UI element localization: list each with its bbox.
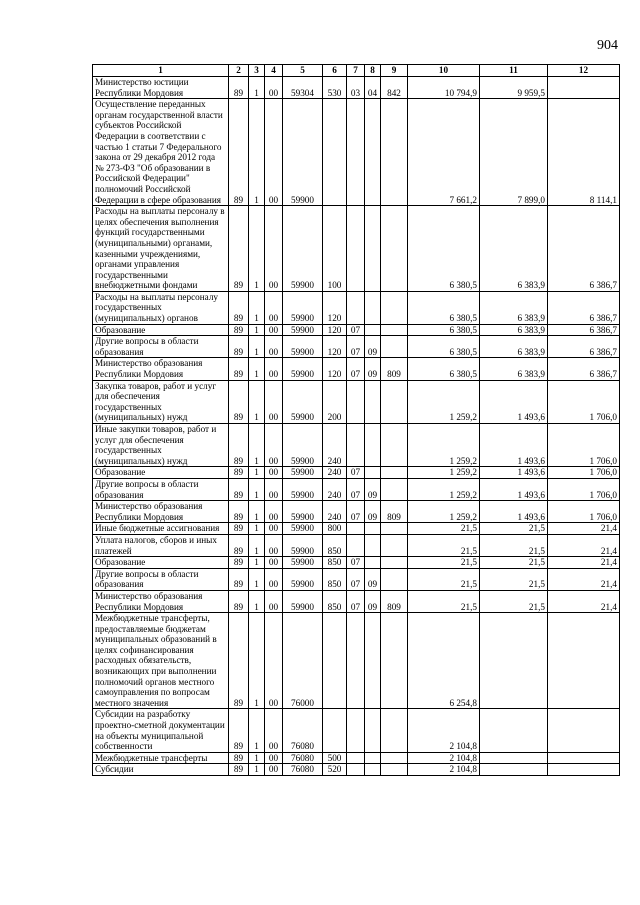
expense-type-cell [323, 613, 347, 709]
budget-table [92, 64, 620, 776]
amount-col12-cell [548, 613, 620, 709]
amount-col10-cell: 21,5 [408, 568, 480, 590]
amount-col11-cell: 6 383,9 [480, 206, 548, 292]
target-code-cell: 59304 [283, 77, 323, 99]
code-1-cell: 1 [249, 291, 265, 324]
column-number: 7 [347, 65, 365, 77]
item-name-cell: Другие вопросы в области образования [93, 336, 229, 358]
amount-col12-cell [548, 752, 620, 764]
expense-type-cell [323, 709, 347, 752]
item-name-cell: Расходы на выплаты персоналу в целях обеспечения выполнения функций государственными (муниципальными) органами, казенными учреждениями, органами управления государственными внебюджетными фондами [93, 206, 229, 292]
amount-col11-cell: 6 383,9 [480, 324, 548, 336]
code-00-cell: 00 [265, 467, 283, 479]
expense-type-cell: 120 [323, 336, 347, 358]
code-00-cell: 00 [265, 709, 283, 752]
amount-col10-cell: 7 661,2 [408, 99, 480, 206]
code-00-cell: 00 [265, 590, 283, 612]
subsection-cell: 09 [365, 336, 381, 358]
amount-col11-cell: 1 493,6 [480, 424, 548, 467]
target-code-cell: 76000 [283, 613, 323, 709]
ministry-code-cell [381, 557, 408, 569]
section-cell: 07 [347, 590, 365, 612]
table-row [93, 590, 620, 612]
amount-col11-cell: 1 493,6 [480, 380, 548, 423]
subsection-cell [365, 613, 381, 709]
amount-col12-cell: 1 706,0 [548, 380, 620, 423]
subsection-cell [365, 291, 381, 324]
table-row [93, 206, 620, 292]
code-89-cell: 89 [229, 557, 249, 569]
amount-col11-cell: 21,5 [480, 557, 548, 569]
amount-col12-cell [548, 764, 620, 776]
column-number: 11 [480, 65, 548, 77]
code-00-cell: 00 [265, 534, 283, 556]
amount-col10-cell: 6 380,5 [408, 291, 480, 324]
table-row [93, 534, 620, 556]
subsection-cell: 09 [365, 590, 381, 612]
amount-col11-cell: 1 493,6 [480, 467, 548, 479]
amount-col10-cell: 6 380,5 [408, 206, 480, 292]
target-code-cell: 76080 [283, 752, 323, 764]
code-1-cell: 1 [249, 752, 265, 764]
section-cell [347, 291, 365, 324]
table-row [93, 557, 620, 569]
expense-type-cell: 120 [323, 324, 347, 336]
code-89-cell: 89 [229, 336, 249, 358]
table-row [93, 380, 620, 423]
code-89-cell: 89 [229, 77, 249, 99]
table-row [93, 324, 620, 336]
expense-type-cell: 520 [323, 764, 347, 776]
amount-col10-cell: 10 794,9 [408, 77, 480, 99]
ministry-code-cell [381, 709, 408, 752]
section-cell: 03 [347, 77, 365, 99]
column-number: 4 [265, 65, 283, 77]
table-row [93, 709, 620, 752]
item-name-cell: Образование [93, 557, 229, 569]
expense-type-cell: 850 [323, 557, 347, 569]
subsection-cell [365, 764, 381, 776]
expense-type-cell: 100 [323, 206, 347, 292]
code-1-cell: 1 [249, 99, 265, 206]
amount-col10-cell: 2 104,8 [408, 752, 480, 764]
ministry-code-cell [381, 568, 408, 590]
target-code-cell: 59900 [283, 568, 323, 590]
section-cell [347, 424, 365, 467]
target-code-cell: 59900 [283, 467, 323, 479]
ministry-code-cell [381, 523, 408, 535]
ministry-code-cell [381, 478, 408, 500]
amount-col10-cell: 2 104,8 [408, 764, 480, 776]
table-row [93, 568, 620, 590]
amount-col10-cell: 6 380,5 [408, 358, 480, 380]
target-code-cell: 76080 [283, 709, 323, 752]
item-name-cell: Осуществление переданных органам государственной власти субъектов Российской Федерации в соответствии с частью 1 статьи 7 Федерального закона от 29 декабря 2012 года № 273-ФЗ "Об образовании в Российской Федерации" полномочий Российской Федерации в сфере образования [93, 99, 229, 206]
expense-type-cell: 500 [323, 752, 347, 764]
amount-col10-cell: 6 380,5 [408, 324, 480, 336]
amount-col11-cell: 21,5 [480, 534, 548, 556]
code-1-cell: 1 [249, 523, 265, 535]
amount-col11-cell: 21,5 [480, 568, 548, 590]
code-00-cell: 00 [265, 424, 283, 467]
code-89-cell: 89 [229, 99, 249, 206]
table-row [93, 358, 620, 380]
table-row [93, 523, 620, 535]
ministry-code-cell [381, 206, 408, 292]
item-name-cell: Закупка товаров, работ и услуг для обеспечения государственных (муниципальных) нужд [93, 380, 229, 423]
expense-type-cell: 850 [323, 590, 347, 612]
table-row [93, 424, 620, 467]
code-1-cell: 1 [249, 336, 265, 358]
code-1-cell: 1 [249, 568, 265, 590]
code-00-cell: 00 [265, 206, 283, 292]
amount-col12-cell: 21,4 [548, 534, 620, 556]
amount-col10-cell: 1 259,2 [408, 467, 480, 479]
amount-col12-cell: 1 706,0 [548, 501, 620, 523]
code-1-cell: 1 [249, 467, 265, 479]
code-89-cell: 89 [229, 534, 249, 556]
code-1-cell: 1 [249, 358, 265, 380]
target-code-cell: 59900 [283, 99, 323, 206]
code-1-cell: 1 [249, 478, 265, 500]
code-89-cell: 89 [229, 590, 249, 612]
code-89-cell: 89 [229, 478, 249, 500]
amount-col12-cell: 21,4 [548, 557, 620, 569]
ministry-code-cell [381, 291, 408, 324]
section-cell [347, 764, 365, 776]
expense-type-cell: 240 [323, 467, 347, 479]
code-1-cell: 1 [249, 501, 265, 523]
code-00-cell: 00 [265, 557, 283, 569]
header-row [93, 65, 620, 77]
target-code-cell: 59900 [283, 501, 323, 523]
column-number: 12 [548, 65, 620, 77]
section-cell [347, 206, 365, 292]
code-89-cell: 89 [229, 501, 249, 523]
column-number: 9 [381, 65, 408, 77]
subsection-cell [365, 557, 381, 569]
target-code-cell: 59900 [283, 380, 323, 423]
item-name-cell: Образование [93, 467, 229, 479]
subsection-cell [365, 424, 381, 467]
expense-type-cell: 120 [323, 291, 347, 324]
code-1-cell: 1 [249, 424, 265, 467]
table-row [93, 478, 620, 500]
amount-col12-cell: 6 386,7 [548, 336, 620, 358]
table-row [93, 99, 620, 206]
amount-col10-cell: 6 254,8 [408, 613, 480, 709]
expense-type-cell: 200 [323, 380, 347, 423]
section-cell: 07 [347, 358, 365, 380]
item-name-cell: Уплата налогов, сборов и иных платежей [93, 534, 229, 556]
code-00-cell: 00 [265, 523, 283, 535]
amount-col11-cell: 6 383,9 [480, 336, 548, 358]
code-00-cell: 00 [265, 764, 283, 776]
ministry-code-cell [381, 467, 408, 479]
amount-col10-cell: 2 104,8 [408, 709, 480, 752]
table-row [93, 752, 620, 764]
amount-col10-cell: 1 259,2 [408, 380, 480, 423]
amount-col10-cell: 21,5 [408, 557, 480, 569]
ministry-code-cell [381, 424, 408, 467]
expense-type-cell: 850 [323, 534, 347, 556]
amount-col12-cell: 6 386,7 [548, 206, 620, 292]
amount-col10-cell: 1 259,2 [408, 424, 480, 467]
code-1-cell: 1 [249, 709, 265, 752]
item-name-cell: Субсидии [93, 764, 229, 776]
amount-col11-cell [480, 709, 548, 752]
amount-col12-cell: 6 386,7 [548, 324, 620, 336]
amount-col11-cell: 9 959,5 [480, 77, 548, 99]
target-code-cell: 59900 [283, 523, 323, 535]
amount-col12-cell: 1 706,0 [548, 424, 620, 467]
code-89-cell: 89 [229, 358, 249, 380]
item-name-cell: Другие вопросы в области образования [93, 568, 229, 590]
ministry-code-cell [381, 613, 408, 709]
section-cell: 07 [347, 478, 365, 500]
code-89-cell: 89 [229, 709, 249, 752]
code-00-cell: 00 [265, 752, 283, 764]
item-name-cell: Межбюджетные трансферты [93, 752, 229, 764]
table-row [93, 613, 620, 709]
ministry-code-cell: 809 [381, 501, 408, 523]
amount-col10-cell: 1 259,2 [408, 501, 480, 523]
ministry-code-cell [381, 336, 408, 358]
ministry-code-cell [381, 380, 408, 423]
expense-type-cell: 800 [323, 523, 347, 535]
amount-col11-cell [480, 764, 548, 776]
code-1-cell: 1 [249, 77, 265, 99]
code-00-cell: 00 [265, 77, 283, 99]
expense-type-cell [323, 99, 347, 206]
code-89-cell: 89 [229, 752, 249, 764]
ministry-code-cell: 842 [381, 77, 408, 99]
target-code-cell: 59900 [283, 424, 323, 467]
item-name-cell: Межбюджетные трансферты, предоставляемые бюджетам муниципальных образований в целях софинансирования расходных обязательств, возникающих при выполнении полномочий органов местного самоуправления по вопросам местного значения [93, 613, 229, 709]
code-89-cell: 89 [229, 380, 249, 423]
subsection-cell [365, 380, 381, 423]
amount-col12-cell: 6 386,7 [548, 291, 620, 324]
table-row [93, 77, 620, 99]
item-name-cell: Министерство юстиции Республики Мордовия [93, 77, 229, 99]
subsection-cell [365, 523, 381, 535]
amount-col11-cell [480, 613, 548, 709]
amount-col10-cell: 21,5 [408, 534, 480, 556]
section-cell [347, 380, 365, 423]
amount-col10-cell: 1 259,2 [408, 478, 480, 500]
amount-col11-cell: 1 493,6 [480, 478, 548, 500]
section-cell [347, 752, 365, 764]
amount-col12-cell: 21,4 [548, 568, 620, 590]
section-cell [347, 523, 365, 535]
code-89-cell: 89 [229, 206, 249, 292]
subsection-cell [365, 467, 381, 479]
target-code-cell: 59900 [283, 336, 323, 358]
expense-type-cell: 530 [323, 77, 347, 99]
column-number: 3 [249, 65, 265, 77]
subsection-cell [365, 709, 381, 752]
code-89-cell: 89 [229, 523, 249, 535]
subsection-cell: 04 [365, 77, 381, 99]
section-cell [347, 99, 365, 206]
subsection-cell [365, 99, 381, 206]
amount-col11-cell: 21,5 [480, 523, 548, 535]
item-name-cell: Министерство образования Республики Мордовия [93, 590, 229, 612]
table-row [93, 764, 620, 776]
ministry-code-cell [381, 752, 408, 764]
item-name-cell: Субсидии на разработку проектно-сметной документации на объекты муниципальной собственности [93, 709, 229, 752]
code-89-cell: 89 [229, 324, 249, 336]
code-1-cell: 1 [249, 206, 265, 292]
amount-col12-cell: 1 706,0 [548, 478, 620, 500]
column-number: 5 [283, 65, 323, 77]
column-number: 8 [365, 65, 381, 77]
amount-col11-cell: 21,5 [480, 590, 548, 612]
section-cell: 07 [347, 557, 365, 569]
code-00-cell: 00 [265, 336, 283, 358]
subsection-cell: 09 [365, 478, 381, 500]
target-code-cell: 59900 [283, 358, 323, 380]
code-00-cell: 00 [265, 380, 283, 423]
ministry-code-cell [381, 99, 408, 206]
ministry-code-cell [381, 764, 408, 776]
amount-col10-cell: 6 380,5 [408, 336, 480, 358]
code-1-cell: 1 [249, 324, 265, 336]
amount-col11-cell: 1 493,6 [480, 501, 548, 523]
item-name-cell: Иные закупки товаров, работ и услуг для обеспечения государственных (муниципальных) нужд [93, 424, 229, 467]
amount-col11-cell: 6 383,9 [480, 358, 548, 380]
section-cell: 07 [347, 568, 365, 590]
expense-type-cell: 850 [323, 568, 347, 590]
target-code-cell: 59900 [283, 590, 323, 612]
amount-col12-cell: 1 706,0 [548, 467, 620, 479]
expense-type-cell: 240 [323, 424, 347, 467]
section-cell: 07 [347, 501, 365, 523]
amount-col12-cell: 21,4 [548, 523, 620, 535]
section-cell: 07 [347, 324, 365, 336]
page-number: 904 [597, 38, 618, 53]
item-name-cell: Другие вопросы в области образования [93, 478, 229, 500]
amount-col12-cell: 6 386,7 [548, 358, 620, 380]
amount-col12-cell [548, 77, 620, 99]
ministry-code-cell: 809 [381, 590, 408, 612]
table-row [93, 336, 620, 358]
code-1-cell: 1 [249, 380, 265, 423]
subsection-cell: 09 [365, 501, 381, 523]
amount-col10-cell: 21,5 [408, 523, 480, 535]
code-1-cell: 1 [249, 534, 265, 556]
code-00-cell: 00 [265, 324, 283, 336]
code-00-cell: 00 [265, 568, 283, 590]
code-1-cell: 1 [249, 613, 265, 709]
section-cell [347, 709, 365, 752]
target-code-cell: 59900 [283, 534, 323, 556]
amount-col11-cell: 7 899,0 [480, 99, 548, 206]
amount-col11-cell [480, 752, 548, 764]
amount-col12-cell: 8 114,1 [548, 99, 620, 206]
expense-type-cell: 240 [323, 501, 347, 523]
table-row [93, 501, 620, 523]
table-row [93, 291, 620, 324]
amount-col11-cell: 6 383,9 [480, 291, 548, 324]
code-1-cell: 1 [249, 764, 265, 776]
target-code-cell: 59900 [283, 478, 323, 500]
code-89-cell: 89 [229, 613, 249, 709]
column-number: 10 [408, 65, 480, 77]
item-name-cell: Министерство образования Республики Мордовия [93, 501, 229, 523]
table-row [93, 467, 620, 479]
ministry-code-cell [381, 534, 408, 556]
target-code-cell: 59900 [283, 557, 323, 569]
code-1-cell: 1 [249, 590, 265, 612]
column-number: 2 [229, 65, 249, 77]
code-00-cell: 00 [265, 358, 283, 380]
column-number: 6 [323, 65, 347, 77]
target-code-cell: 59900 [283, 291, 323, 324]
expense-type-cell: 240 [323, 478, 347, 500]
subsection-cell: 09 [365, 568, 381, 590]
code-00-cell: 00 [265, 99, 283, 206]
item-name-cell: Министерство образования Республики Мордовия [93, 358, 229, 380]
code-00-cell: 00 [265, 613, 283, 709]
item-name-cell: Образование [93, 324, 229, 336]
code-89-cell: 89 [229, 467, 249, 479]
target-code-cell: 76080 [283, 764, 323, 776]
code-00-cell: 00 [265, 501, 283, 523]
section-cell: 07 [347, 467, 365, 479]
column-number: 1 [93, 65, 229, 77]
section-cell [347, 613, 365, 709]
code-89-cell: 89 [229, 291, 249, 324]
target-code-cell: 59900 [283, 324, 323, 336]
subsection-cell [365, 206, 381, 292]
section-cell [347, 534, 365, 556]
amount-col10-cell: 21,5 [408, 590, 480, 612]
code-00-cell: 00 [265, 478, 283, 500]
ministry-code-cell: 809 [381, 358, 408, 380]
subsection-cell [365, 534, 381, 556]
item-name-cell: Расходы на выплаты персоналу государственных (муниципальных) органов [93, 291, 229, 324]
subsection-cell [365, 324, 381, 336]
target-code-cell: 59900 [283, 206, 323, 292]
section-cell: 07 [347, 336, 365, 358]
amount-col12-cell [548, 709, 620, 752]
subsection-cell [365, 752, 381, 764]
subsection-cell: 09 [365, 358, 381, 380]
ministry-code-cell [381, 324, 408, 336]
code-89-cell: 89 [229, 764, 249, 776]
code-89-cell: 89 [229, 424, 249, 467]
code-00-cell: 00 [265, 291, 283, 324]
amount-col12-cell: 21,4 [548, 590, 620, 612]
code-89-cell: 89 [229, 568, 249, 590]
code-1-cell: 1 [249, 557, 265, 569]
item-name-cell: Иные бюджетные ассигнования [93, 523, 229, 535]
expense-type-cell: 120 [323, 358, 347, 380]
